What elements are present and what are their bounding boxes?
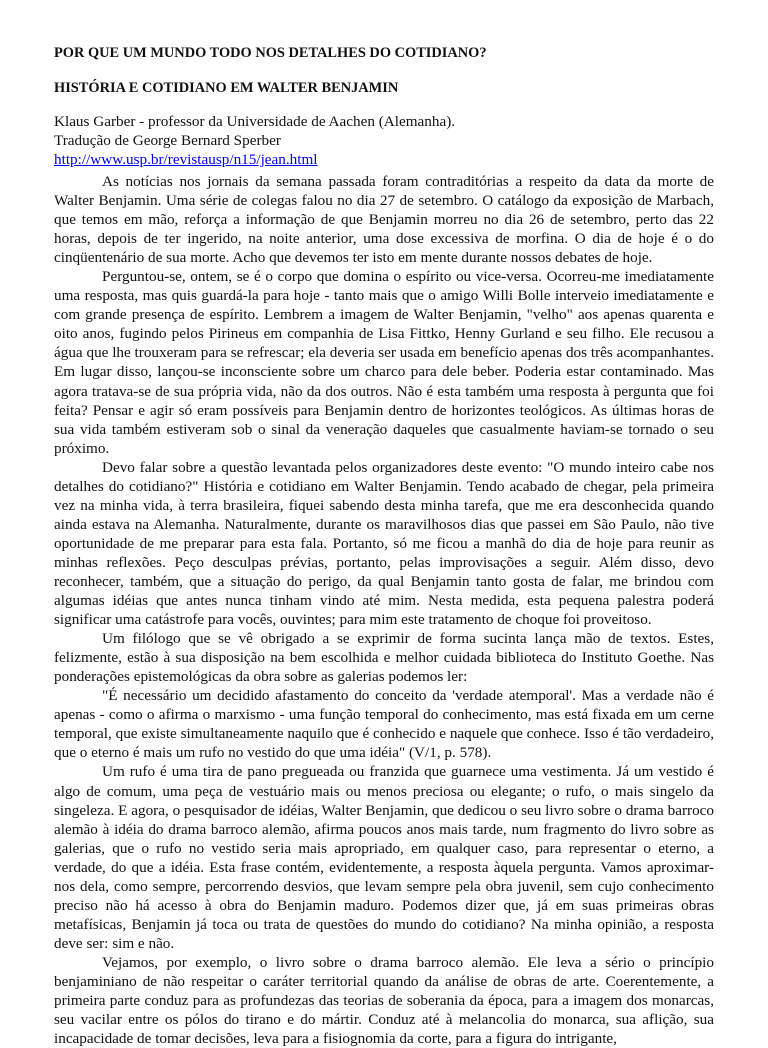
translation-line: Tradução de George Bernard Sperber [54,132,281,149]
document-content [54,44,714,1048]
article-meta [54,112,714,169]
page-subtitle: HISTÓRIA E COTIDIANO EM WALTER BENJAMIN [54,80,399,96]
paragraph: Um rufo é uma tira de pano pregueada ou franzida que guarnece uma vestimenta. Já um vestido é algo de comum, uma peça de vestuário mais ou menos preciosa ou elegante; o rufo, o mais singelo da singeleza. E agora, o pesquisador de idéias, Walter Benjamin, que dedicou o seu livro sobre o drama barroco alemão à idéia do drama barroco alemão, afirma poucos anos mais tarde, num fragmento do livro sobre as galerias, que o rufo no vestido seria mais apropriado, em qualquer caso, para representar o eterno, a verdade, do que a idéia. Esta frase contém, evidentemente, a resposta àquela pergunta. Vamos aproximar-nos dela, como sempre, percorrendo desvios, que levam sempre pela obra juvenil, sem cujo conhecimento preciso não há acesso à obra do Benjamin maduro. Podemos dizer que, já em suas primeiras obras metafísicas, Benjamin já toca ou trata de questões do mundo do cotidiano? Na minha opinião, a resposta deve ser: sim e não. [54,763,714,952]
paragraph: Um filólogo que se vê obrigado a se exprimir de forma sucinta lança mão de textos. Estes, felizmente, estão à sua disposição na bem escolhida e melhor cuidada biblioteca do Instituto Goethe. Nas ponderações epistemológicas da obra sobre as galerias podemos ler: [54,630,714,686]
paragraph: Vejamos, por exemplo, o livro sobre o drama barroco alemão. Ele leva a sério o princípio benjaminiano de não respeitar o caráter territorial quando da análise de obras de arte. Coerentemente, a primeira parte conduz para as profundezas das teorias de soberania da época, para a imagem dos monarcas, seu vacilar entre os pólos do tirano e do mártir. Conduz até à melancolia do monarca, sua aflição, sua incapacidade de tomar decisões, leva para a fisiognomia da corte, para a figura do intrigante, [54,953,714,1048]
block-quote: "É necessário um decidido afastamento do conceito da 'verdade atemporal'. Mas a verdade não é apenas - como o afirma o marxismo - uma função temporal do conhecimento, mas está fixada em um cerne temporal, que existe simultaneamente naquilo que é conhecido e naquele que conhece. Isso é tão verdadeiro, que o eterno é mais um rufo no vestido do que uma idéia" (V/1, p. 578). [54,687,714,762]
author-line: Klaus Garber - professor da Universidade de Aachen (Alemanha). [54,113,456,130]
paragraph: Perguntou-se, ontem, se é o corpo que domina o espírito ou vice-versa. Ocorreu-me imediatamente uma resposta, mas quis guardá-la para hoje - tanto mais que o amigo Willi Bolle interveio imediatamente e com grande presença de espírito. Lembrem a imagem de Walter Benjamin, "velho" aos apenas quarenta e oito anos, fugindo pelos Pirineus em companhia de Lisa Fittko, Henny Gurland e seu filho. Ele recusou a água que lhe trouxeram para se refrescar; ela deveria ser usada em benefício apenas dos três acompanhantes. Em lugar disso, lançou-se inconsciente sobre um charco para dele beber. Poderia estar contaminado. Mas agora tratava-se de sua própria vida, não da dos outros. Não é esta também uma resposta à pergunta que foi feita? Pensar e agir só eram possíveis para Benjamin dentro de horizontes teológicos. As últimas horas de sua vida também estiveram sob o sinal da veneração daqueles que casualmente haviam-se tornado o seu próximo. [54,268,714,457]
paragraph: Devo falar sobre a questão levantada pelos organizadores deste evento: "O mundo inteiro cabe nos detalhes do cotidiano?" História e cotidiano em Walter Benjamin. Tendo acabado de chegar, pela primeira vez na minha vida, à terra brasileira, fiquei sabendo desta minha tarefa, que me era desconhecida quando ainda estava na Alemanha. Naturalmente, durante os maravilhosos dias que passei em São Paulo, não tive oportunidade de me preparar para esta fala. Portanto, só me ficou a manhã do dia de hoje para reunir as minhas reflexões. Peço desculpas prévias, portanto, pelas improvisações a seguir. Além disso, devo reconhecer, também, que a situação do perigo, da qual Benjamin tanto gosta de falar, me brindou com algumas idéias que antes nunca tinham vindo até mim. Nesta medida, esta pequena palestra poderá significar uma catástrofe para vocês, ouvintes; para mim este tratamento de choque foi proveitoso. [54,458,714,629]
paragraph: As notícias nos jornais da semana passada foram contraditórias a respeito da data da morte de Walter Benjamin. Uma série de colegas falou no dia 27 de setembro. O catálogo da exposição de Marbach, que temos em mão, reforça a informação de que Benjamin morreu no dia 26 de setembro, perto das 22 horas, depois de ter ingerido, na noite anterior, uma dose excessiva de morfina. O dia de hoje é o do cinqüentenário de sua morte. Acho que devemos ter isto em mente durante nossos debates de hoje. [54,173,714,267]
source-link[interactable]: http://www.usp.br/revistausp/n15/jean.html [54,151,318,168]
page-title: POR QUE UM MUNDO TODO NOS DETALHES DO COTIDIANO? [54,45,487,61]
article-body [54,172,714,1048]
